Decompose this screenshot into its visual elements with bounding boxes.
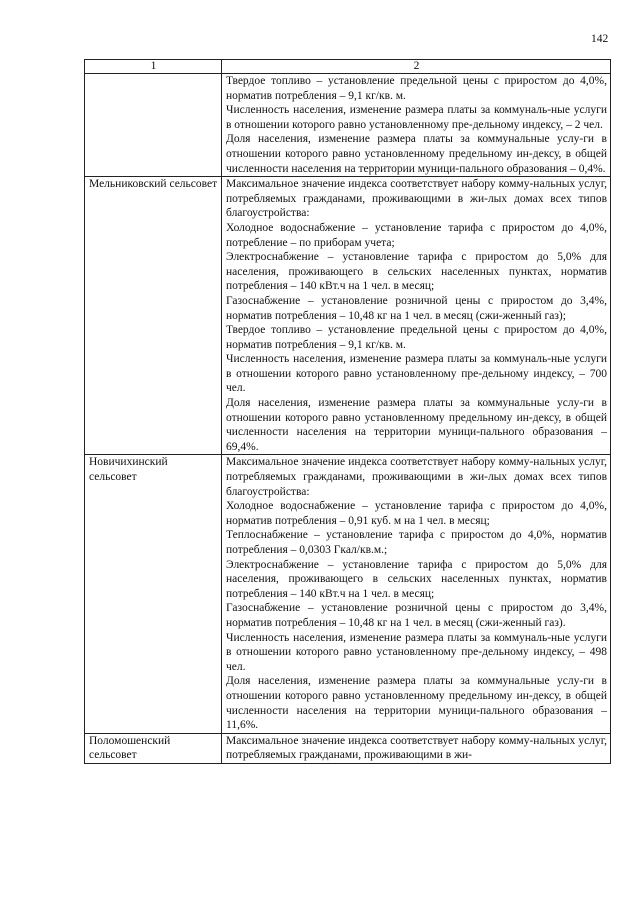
description-paragraph: Максимальное значение индекса соответствует набору комму-нальных услуг, потребляемых гражданами, проживающими в жи-лых домах всех типов благоустройства: (226, 456, 607, 498)
column-header-2: 2 (222, 60, 611, 74)
description-paragraph: Газоснабжение – установление розничной цены с приростом до 3,4%, норматив потребления – 10,48 кг на 1 чел. в месяц (сжи-женный газ); (226, 294, 607, 322)
municipality-name: Поломошенский сельсовет (85, 733, 222, 763)
municipality-name: Новичихинский сельсовет (85, 455, 222, 733)
index-description (222, 74, 611, 177)
description-paragraph: Твердое топливо – установление предельной цены с приростом до 4,0%, норматив потребления – 9,1 кг/кв. м. (226, 75, 607, 102)
table-row (85, 74, 611, 177)
page-number: 142 (591, 33, 609, 45)
description-paragraph: Максимальное значение индекса соответствует набору комму-нальных услуг, потребляемых гражданами, проживающими в жи-лых домах всех типов благоустройства: (226, 178, 607, 220)
table-row (85, 455, 611, 733)
municipal-index-table (84, 59, 611, 764)
description-paragraph: Доля населения, изменение размера платы за коммунальные услу-ги в отношении которого равно установленному предельному ин-дексу, в общей численности населения на территории муници-пального образования – 69,4%. (226, 397, 607, 453)
description-paragraph: Холодное водоснабжение – установление тарифа с приростом до 4,0%, норматив потребления – 0,91 куб. м на 1 чел. в месяц; (226, 500, 607, 527)
description-paragraph: Газоснабжение – установление розничной цены с приростом до 3,4%, норматив потребления – 10,48 кг на 1 чел. в месяц (сжи-женный газ). (226, 602, 607, 629)
municipality-name (85, 74, 222, 177)
description-paragraph: Численность населения, изменение размера платы за коммуналь-ные услуги в отношении которого равно установленному пре-дельному индексу, – 2 чел. (226, 104, 607, 131)
description-paragraph: Электроснабжение – установление тарифа с приростом до 5,0% для населения, проживающего в сельских населенных пунктах, норматив потребления – 140 кВт.ч на 1 чел. в месяц; (226, 251, 607, 293)
table-header-row (85, 60, 611, 74)
description-paragraph: Численность населения, изменение размера платы за коммуналь-ные услуги в отношении которого равно установленному пре-дельному индексу, – 700 чел. (226, 353, 607, 395)
description-paragraph: Численность населения, изменение размера платы за коммуналь-ные услуги в отношении которого равно установленному пре-дельному индексу, – 498 чел. (226, 631, 607, 673)
description-paragraph: Холодное водоснабжение – установление тарифа с приростом до 4,0%, потребление – по приборам учета; (226, 221, 607, 249)
table-row (85, 733, 611, 763)
description-paragraph: Доля населения, изменение размера платы за коммунальные услу-ги в отношении которого равно установленному предельному ин-дексу, в общей численности населения на территории муници-пального образования – 11,6%. (226, 675, 607, 732)
description-paragraph: Электроснабжение – установление тарифа с приростом до 5,0% для населения, проживающего в сельских населенных пунктах, норматив потребления – 140 кВт.ч на 1 чел. в месяц; (226, 558, 607, 600)
index-description (222, 177, 611, 455)
description-paragraph: Доля населения, изменение размера платы за коммунальные услу-ги в отношении которого равно установленному предельному ин-дексу, в общей численности населения на территории муници-пального образования – 0,4%. (226, 133, 607, 175)
description-paragraph: Максимальное значение индекса соответствует набору комму-нальных услуг, потребляемых гражданами, проживающими в жи- (226, 734, 607, 762)
index-description (222, 455, 611, 733)
description-paragraph: Твердое топливо – установление предельной цены с приростом до 4,0%, норматив потребления – 9,1 кг/кв. м. (226, 324, 607, 351)
column-header-1: 1 (85, 60, 222, 74)
index-description (222, 733, 611, 763)
description-paragraph: Теплоснабжение – установление тарифа с приростом до 4,0%, норматив потребления – 0,0303 Гкал/кв.м.; (226, 529, 607, 556)
municipality-name: Мельниковский сельсовет (85, 177, 222, 455)
table-row (85, 177, 611, 455)
